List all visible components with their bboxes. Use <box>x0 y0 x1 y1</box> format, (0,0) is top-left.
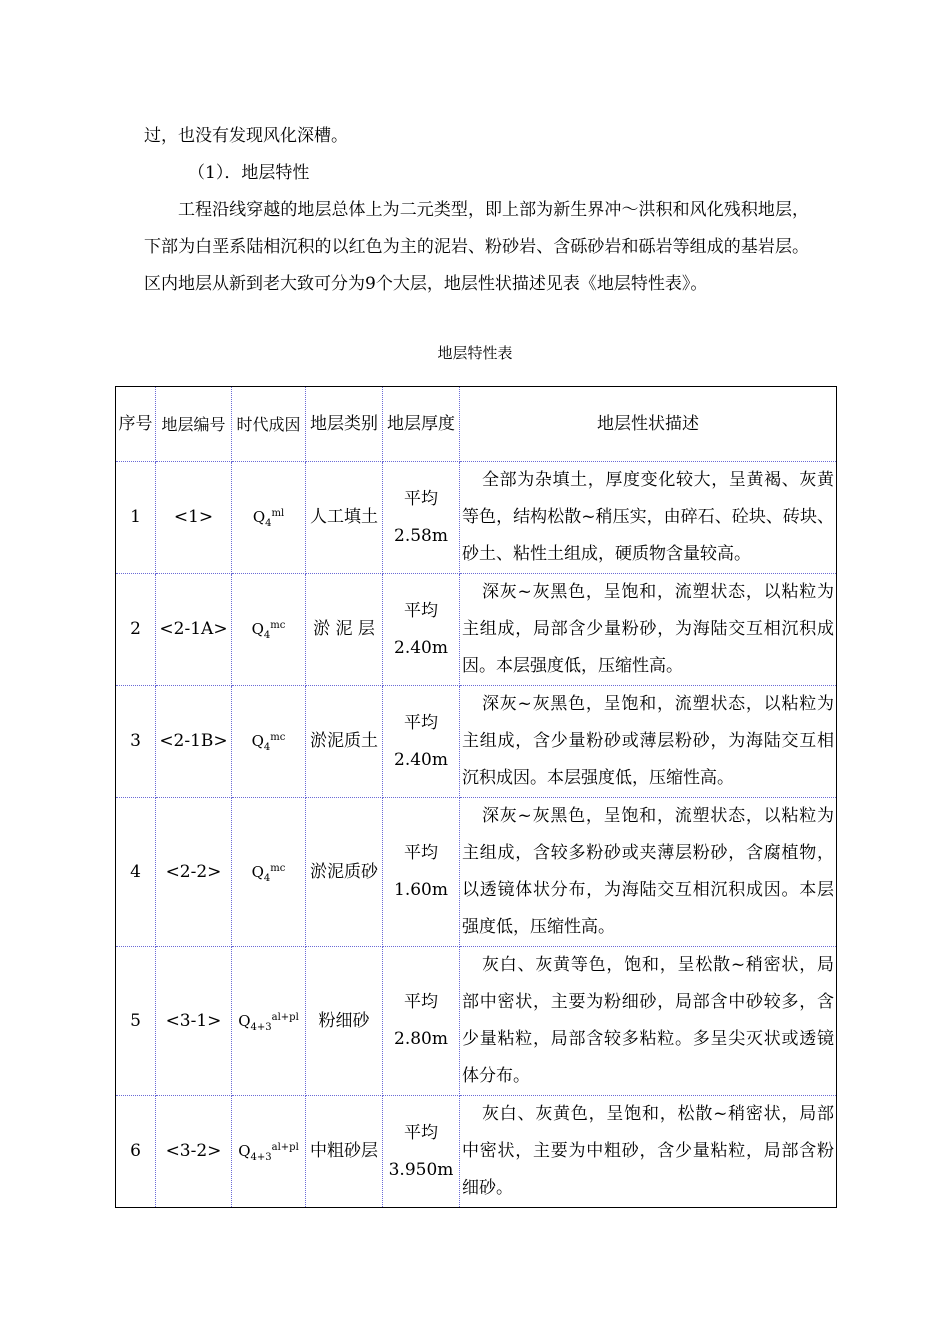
row-seq: 6 <box>116 1096 156 1208</box>
age-sup: al+pl <box>271 1011 299 1023</box>
row-code: <1> <box>156 462 232 574</box>
age-sub: 4 <box>263 742 271 753</box>
row-description: 全部为杂填土，厚度变化较大，呈黄褐、灰黄等色，结构松散~稍压实，由碎石、砼块、砖块、砂土、粘性土组成，硬质物含量较高。 <box>460 462 837 574</box>
header-thickness: 地层厚度 <box>383 387 460 462</box>
table-row <box>116 947 837 1096</box>
row-seq: 3 <box>116 686 156 798</box>
age-sup: mc <box>270 732 286 743</box>
age-base: Q <box>238 1142 251 1160</box>
age-sup: al+pl <box>271 1142 299 1153</box>
table-row <box>116 686 837 798</box>
thickness-label: 平均 <box>404 600 438 621</box>
thickness-value: 3.950m <box>388 1159 454 1180</box>
row-age <box>232 947 306 1096</box>
thickness-value: 2.80m <box>394 1029 448 1049</box>
thickness-label: 平均 <box>404 712 438 733</box>
table-header-row <box>116 387 837 462</box>
thickness-value: 2.58m <box>394 525 448 546</box>
age-base: Q <box>238 1011 251 1030</box>
row-description: 灰白、灰黄色，呈饱和，松散~稍密状，局部中密状，主要为中粗砂，含少量粘粒，局部含粉细砂。 <box>460 1096 837 1208</box>
row-type: 人工填土 <box>306 462 383 574</box>
table-row <box>116 574 837 686</box>
age-sup: mc <box>270 620 286 631</box>
thickness-label: 平均 <box>404 1122 438 1143</box>
age-base: Q <box>251 620 264 638</box>
row-age <box>232 686 306 798</box>
thickness-value: 2.40m <box>394 749 448 770</box>
age-sub: 4 <box>263 630 271 641</box>
row-code: <2-1A> <box>156 574 232 686</box>
row-type: 淤泥质土 <box>306 686 383 798</box>
row-thickness <box>383 947 460 1096</box>
table-row <box>116 462 837 574</box>
table-row <box>116 1096 837 1208</box>
row-code: <2-1B> <box>156 686 232 798</box>
row-seq: 5 <box>116 947 156 1096</box>
header-code: 地层编号 <box>156 387 232 462</box>
row-type: 粉细砂 <box>306 947 383 1096</box>
row-type: 淤 泥 层 <box>306 574 383 686</box>
row-thickness <box>383 574 460 686</box>
row-code: <2-2> <box>156 798 232 947</box>
section-heading: （1）．地层特性 <box>188 163 310 183</box>
row-age <box>232 1096 306 1208</box>
age-sup: mc <box>270 862 286 874</box>
row-thickness <box>383 686 460 798</box>
header-age: 时代成因 <box>232 387 306 462</box>
age-sub: 4 <box>265 518 272 529</box>
thickness-label: 平均 <box>404 992 438 1012</box>
table-row <box>116 798 837 947</box>
header-description: 地层性状描述 <box>460 387 837 462</box>
age-base: Q <box>251 862 264 881</box>
row-thickness <box>383 798 460 947</box>
age-base: Q <box>251 732 264 750</box>
row-code: <3-2> <box>156 1096 232 1208</box>
age-sub: 4 <box>263 872 271 884</box>
age-base: Q <box>252 508 266 526</box>
body-paragraph: 工程沿线穿越的地层总体上为二元类型，即上部为新生界冲～洪积和风化残积地层，下部为白垩系陆相沉积的以红色为主的泥岩、粉砂岩、含砾砂岩和砾岩等组成的基岩层。区内地层从新到老大致可分为9个大层，地层性状描述见表《地层特性表》。 <box>144 200 809 294</box>
row-code: <3-1> <box>156 947 232 1096</box>
row-description: 深灰~灰黑色，呈饱和，流塑状态，以粘粒为主组成，局部含少量粉砂，为海陆交互相沉积成因。本层强度低，压缩性高。 <box>460 574 837 686</box>
row-type: 中粗砂层 <box>306 1096 383 1208</box>
age-sup: ml <box>271 508 285 519</box>
row-type: 淤泥质砂 <box>306 798 383 947</box>
thickness-value: 1.60m <box>394 880 448 900</box>
age-sub: 4+3 <box>250 1021 272 1033</box>
row-age <box>232 574 306 686</box>
row-description: 深灰~灰黑色，呈饱和，流塑状态，以粘粒为主组成，含少量粉砂或薄层粉砂，为海陆交互相沉积成因。本层强度低，压缩性高。 <box>460 686 837 798</box>
header-type: 地层类别 <box>306 387 383 462</box>
row-description: 深灰~灰黑色，呈饱和，流塑状态，以粘粒为主组成，含较多粉砂或夹薄层粉砂，含腐植物，以透镜体状分布，为海陆交互相沉积成因。本层强度低，压缩性高。 <box>460 798 837 947</box>
age-sub: 4+3 <box>250 1152 272 1163</box>
table-caption: 地层特性表 <box>437 344 513 362</box>
header-seq: 序号 <box>116 387 156 462</box>
strata-table <box>115 386 837 1208</box>
thickness-label: 平均 <box>404 843 438 863</box>
row-thickness <box>383 1096 460 1208</box>
row-age <box>232 798 306 947</box>
row-thickness <box>383 462 460 574</box>
thickness-label: 平均 <box>404 488 438 509</box>
row-seq: 1 <box>116 462 156 574</box>
row-age <box>232 462 306 574</box>
thickness-value: 2.40m <box>394 637 448 658</box>
row-seq: 2 <box>116 574 156 686</box>
intro-line: 过，也没有发现风化深槽。 <box>144 126 348 146</box>
row-seq: 4 <box>116 798 156 947</box>
row-description: 灰白、灰黄等色，饱和，呈松散~稍密状，局部中密状，主要为粉细砂，局部含中砂较多，含少量粘粒，局部含较多粘粒。多呈尖灭状或透镜体分布。 <box>460 947 837 1096</box>
